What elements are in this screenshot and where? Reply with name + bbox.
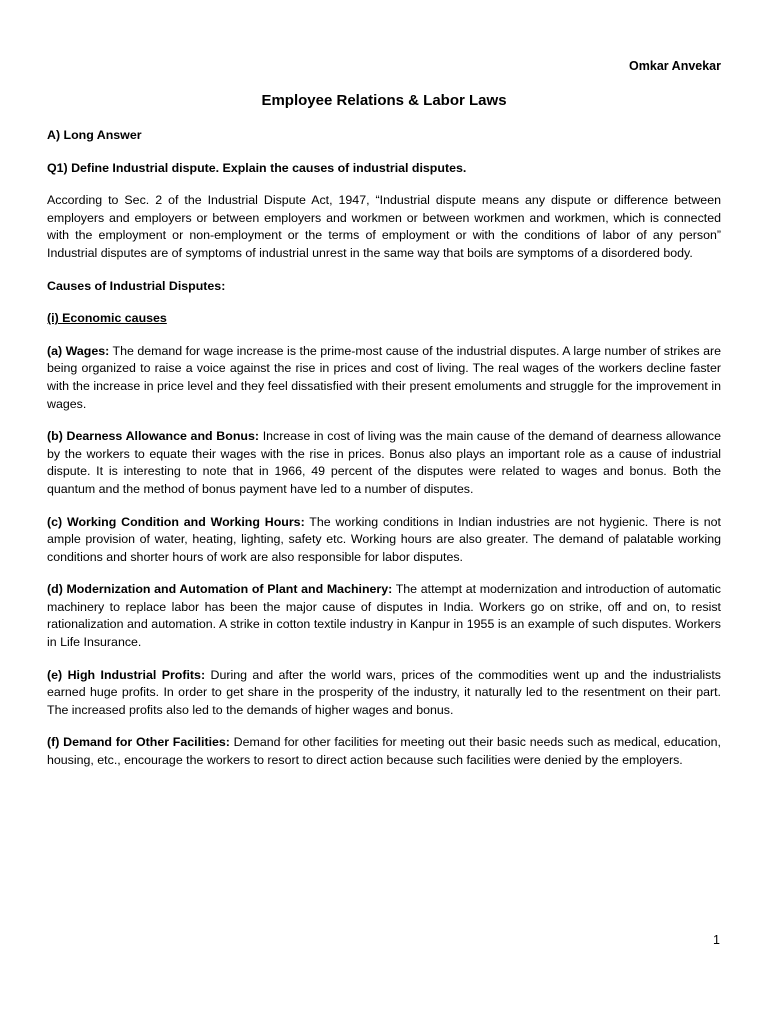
section-heading: A) Long Answer xyxy=(47,128,142,142)
cause-label: (f) Demand for Other Facilities: xyxy=(47,735,230,750)
document-body xyxy=(47,127,721,785)
page-number: 1 xyxy=(713,933,720,947)
cause-text: Demand for other facilities for meeting out their basic needs such as medical, education, housing, etc., encourage the workers to resort to direct action because such facilities were denied by the employers. xyxy=(47,735,721,768)
cause-label: (a) Wages: xyxy=(47,343,110,358)
cause-paragraph-dearness-allowance xyxy=(47,428,721,498)
economic-causes-subheading xyxy=(47,310,721,328)
document-title: Employee Relations & Labor Laws xyxy=(261,92,507,109)
cause-label: (e) High Industrial Profits: xyxy=(47,667,206,682)
author-name: Omkar Anvekar xyxy=(629,59,721,73)
cause-text: During and after the world wars, prices of the commodities went up and the industrialists earned huge profits. In order to get share in the prosperity of the industry, it naturally led to the resentment on their part. The increased profits also led to the demands of higher wages and bonus. xyxy=(47,667,721,717)
cause-paragraph-modernization xyxy=(47,581,721,651)
causes-heading: Causes of Industrial Disputes: xyxy=(47,278,226,293)
cause-text: The demand for wage increase is the prime-most cause of the industrial disputes. A large number of strikes are being organized to raise a voice against the rise in prices and cost of living. The real wages of the workers decline faster with the increase in price level and they feel dissatisfied with their present emoluments and struggle for the improvement in wages. xyxy=(47,343,721,411)
cause-text: The attempt at modernization and introduction of automatic machinery to replace labor has been the major cause of disputes in India. Workers go on strike, off and on, to resist rationalization and automation. A strike in cotton textile industry in Kanpur in 1955 is an example of such disputes. Workers in Life Insurance. xyxy=(47,582,721,650)
economic-causes-label: (i) Economic causes xyxy=(47,311,167,326)
cause-paragraph-working-condition xyxy=(47,514,721,567)
cause-paragraph-other-facilities xyxy=(47,734,721,769)
cause-label: (b) Dearness Allowance and Bonus: xyxy=(47,429,259,444)
definition-paragraph: According to Sec. 2 of the Industrial Dispute Act, 1947, “Industrial dispute means any dispute or difference between employers and employers or between employers and workmen or between workmen and workmen, which is connected with the employment or non-employment or the terms of employment or with the conditions of labor of any person” Industrial disputes are of symptoms of industrial unrest in the same way that boils are symptoms of a disordered body. xyxy=(47,193,721,260)
cause-paragraph-wages xyxy=(47,343,721,413)
cause-label: (c) Working Condition and Working Hours: xyxy=(47,514,305,529)
cause-text: Increase in cost of living was the main cause of the demand of dearness allowance by the workers to equate their wages with the rise in prices. Bonus also plays an important role as a cause of industrial dispute. It is interesting to note that in 1966, 49 percent of the disputes were related to wages and bonus. Both the quantum and the method of bonus payment have led to a number of disputes. xyxy=(47,429,721,496)
question: Q1) Define Industrial dispute. Explain the causes of industrial disputes. xyxy=(47,160,467,175)
cause-paragraph-industrial-profits xyxy=(47,667,721,720)
cause-label: (d) Modernization and Automation of Plant and Machinery: xyxy=(47,582,393,597)
cause-text: The working conditions in Indian industries are not hygienic. There is not ample provision of water, heating, lighting, safety etc. Working hours are also greater. The demand of palatable working conditions and shorter hours of work are also responsible for labor disputes. xyxy=(47,514,722,564)
